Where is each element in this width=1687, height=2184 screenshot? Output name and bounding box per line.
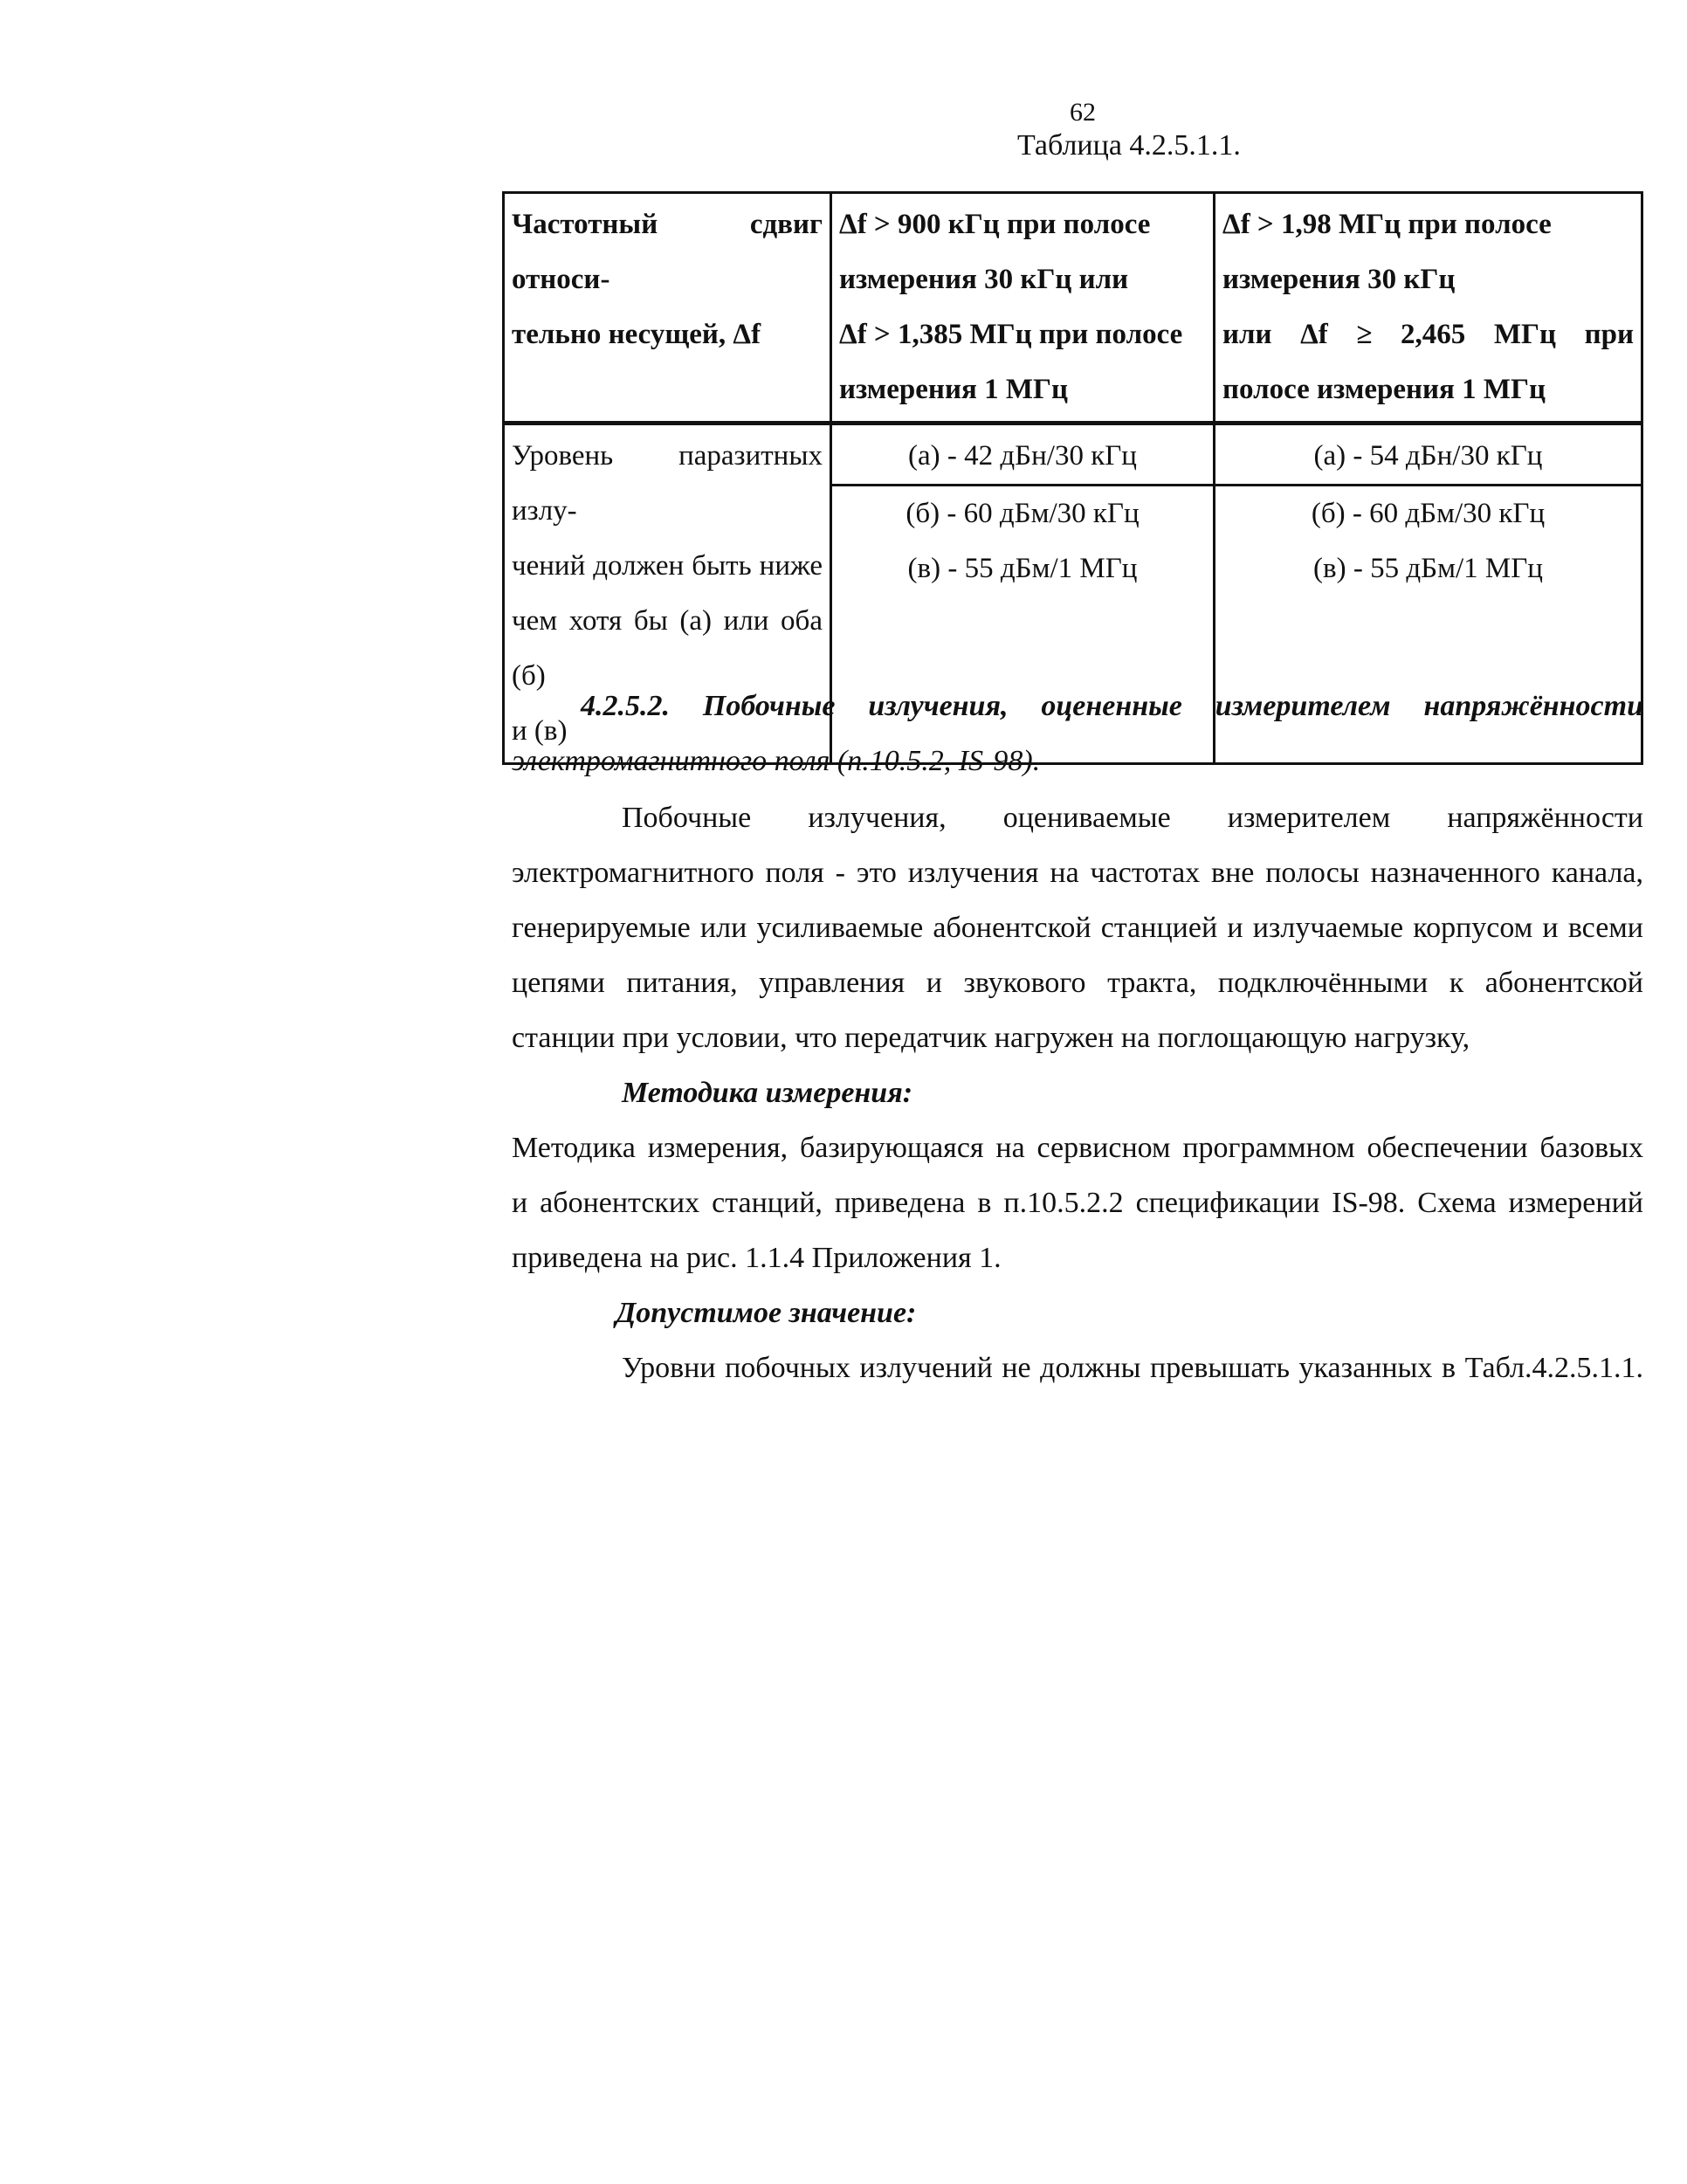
cell-line: или Δf ≥ 2,465 МГц при	[1222, 319, 1634, 350]
cell-line: Δf > 1,385 МГц при полосе	[839, 319, 1183, 350]
cell-line: Частотный сдвиг относи-	[512, 209, 823, 295]
method-line: Методика измерения, базирующаяся на сервисном программном обеспечении базовых	[512, 1132, 1643, 1164]
paragraph-line: станции при условии, что передатчик нагружен на поглощающую нагрузку,	[512, 1022, 1470, 1054]
section-heading-line-2: электромагнитного поля (п.10.5.2, IS-98).	[512, 745, 1041, 777]
cell-line: Δf > 1,98 МГц при полосе	[1222, 209, 1552, 240]
limit-b: (б) - 60 дБм/30 кГц	[905, 498, 1140, 529]
cell-line: чений должен быть ниже	[512, 550, 823, 582]
header-cell-range-1	[831, 193, 1215, 424]
table-header-row	[504, 193, 1642, 424]
allowed-value-text: Уровни побочных излучений не должны превышать указанных в Табл.4.2.5.1.1.	[622, 1352, 1643, 1384]
cell-line: и (в)	[512, 715, 568, 747]
method-line: приведена на рис. 1.1.4 Приложения 1.	[512, 1242, 1002, 1274]
method-heading: Методика измерения:	[622, 1077, 913, 1109]
cell-line: полосе измерения 1 МГц	[1222, 374, 1546, 405]
cell-line: чем хотя бы (а) или оба (б)	[512, 605, 823, 692]
table-title: Таблица 4.2.5.1.1.	[1017, 129, 1241, 162]
paragraph-line: Побочные излучения, оцениваемые измерителем напряжённости	[622, 802, 1643, 834]
cell-line: измерения 30 кГц или	[839, 264, 1129, 295]
limit-c: (в) - 55 дБм/1 МГц	[907, 553, 1138, 584]
cell-line: Уровень паразитных излу-	[512, 440, 823, 527]
method-line: и абонентских станций, приведена в п.10.5.2.2 спецификации IS-98. Схема измерений	[512, 1187, 1643, 1219]
cell-line: измерения 1 МГц	[839, 374, 1068, 405]
cell-line: тельно несущей, Δf	[512, 319, 761, 350]
paragraph-line: электромагнитного поля - это излучения на частотах вне полосы назначенного канала,	[512, 857, 1643, 889]
paragraph-line: генерируемые или усиливаемые абонентской станцией и излучаемые корпусом и всеми	[512, 912, 1643, 944]
limit-a: (а) - 54 дБн/30 кГц	[1313, 440, 1543, 472]
header-cell-range-2	[1215, 193, 1642, 424]
paragraph-line: цепями питания, управления и звукового тракта, подключёнными к абонентской	[512, 967, 1643, 999]
page-number: 62	[1070, 98, 1096, 127]
cell-line: измерения 30 кГц	[1222, 264, 1456, 295]
allowed-value-heading: Допустимое значение:	[616, 1297, 917, 1329]
limit-b-c-group	[1215, 484, 1641, 651]
limit-b: (б) - 60 дБм/30 кГц	[1311, 498, 1546, 529]
cell-line: Δf > 900 кГц при полосе	[839, 209, 1151, 240]
limit-a: (а) - 42 дБн/30 кГц	[908, 440, 1137, 472]
header-cell-frequency-shift	[504, 193, 831, 424]
limit-c: (в) - 55 дБм/1 МГц	[1313, 553, 1543, 584]
section-heading-line-1: 4.2.5.2. Побочные излучения, оцененные измерителем напряжённости	[581, 690, 1643, 722]
limit-b-c-group	[832, 484, 1213, 651]
emission-limits-table	[502, 191, 1643, 765]
